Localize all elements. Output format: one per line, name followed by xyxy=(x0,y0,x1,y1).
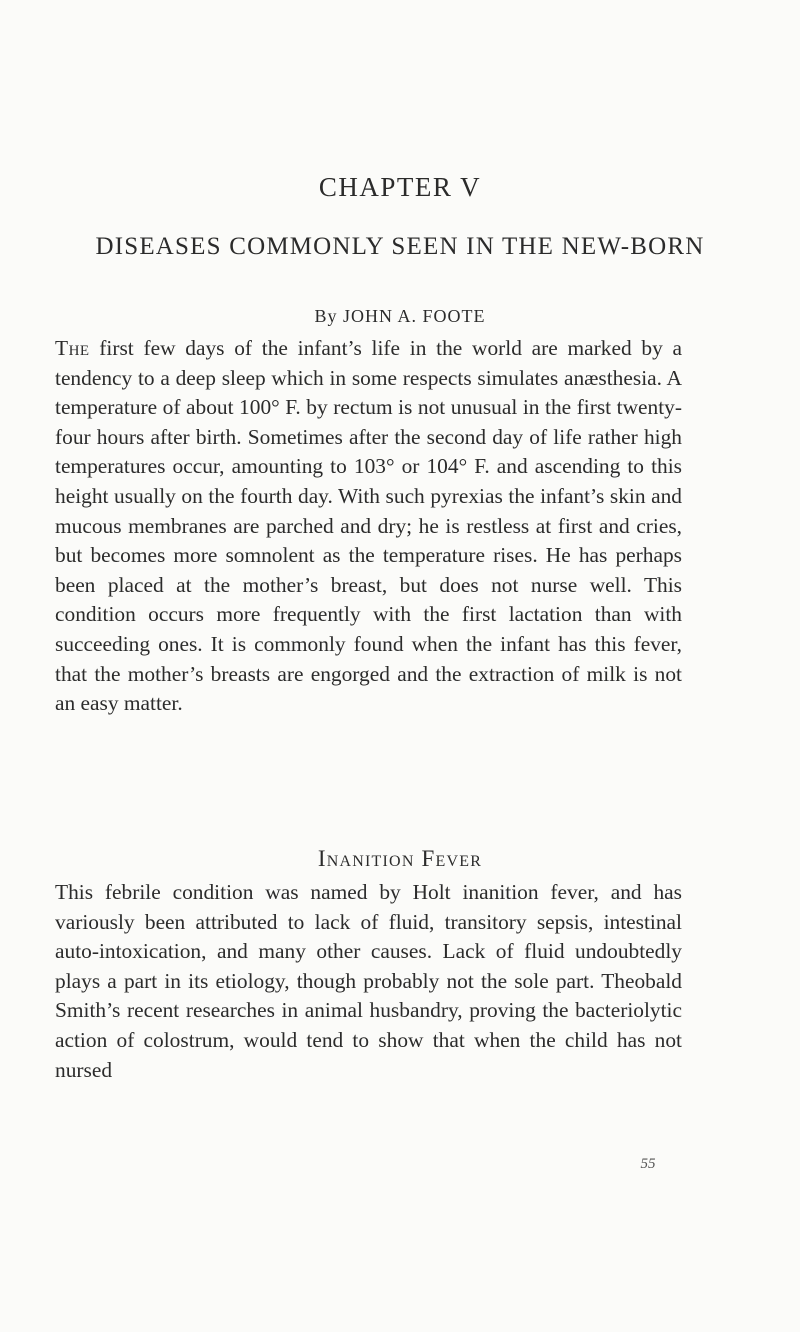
chapter-title: DISEASES COMMONLY SEEN IN THE NEW-BORN xyxy=(95,233,705,260)
paragraph-lead-word: The xyxy=(55,336,90,360)
page-number: 55 xyxy=(640,1156,656,1172)
body-paragraph-1 xyxy=(55,334,682,719)
author-byline: By JOHN A. FOOTE xyxy=(314,306,486,326)
paragraph-1-text: first few days of the infant’s life in the world are marked by a tendency to a deep sleep which in some respects simulates anæsthesia. A temperature of about 100° F. by rectum is not unusual in the first twenty-four hours after birth. Sometimes after the second day of life rather high temperatures occur, amounting to 103° or 104° F. and ascending to this height usually on the fourth day. With such pyrexias the infant’s skin and mucous membranes are parched and dry; he is restless at first and cries, but becomes more somnolent as the temperature rises. He has perhaps been placed at the mother’s breast, but does not nurse well. This condition occurs more frequently with the first lactation than with succeeding ones. It is commonly found when the infant has this fever, that the mother’s breasts are engorged and the extraction of milk is not an easy matter. xyxy=(55,336,682,716)
section-heading: Inanition Fever xyxy=(317,846,483,871)
body-paragraph-2: This febrile condition was named by Holt inanition fever, and has variously been attributed to lack of fluid, transitory sepsis, intestinal auto-intoxication, and many other causes. Lack of fluid undoubtedly plays a part in its etiology, though probably not the sole part. Theobald Smith’s recent researches in animal husbandry, proving the bacteriolytic action of colostrum, would tend to show that when the child has not nursed xyxy=(55,880,682,1082)
chapter-label: CHAPTER V xyxy=(318,172,482,202)
